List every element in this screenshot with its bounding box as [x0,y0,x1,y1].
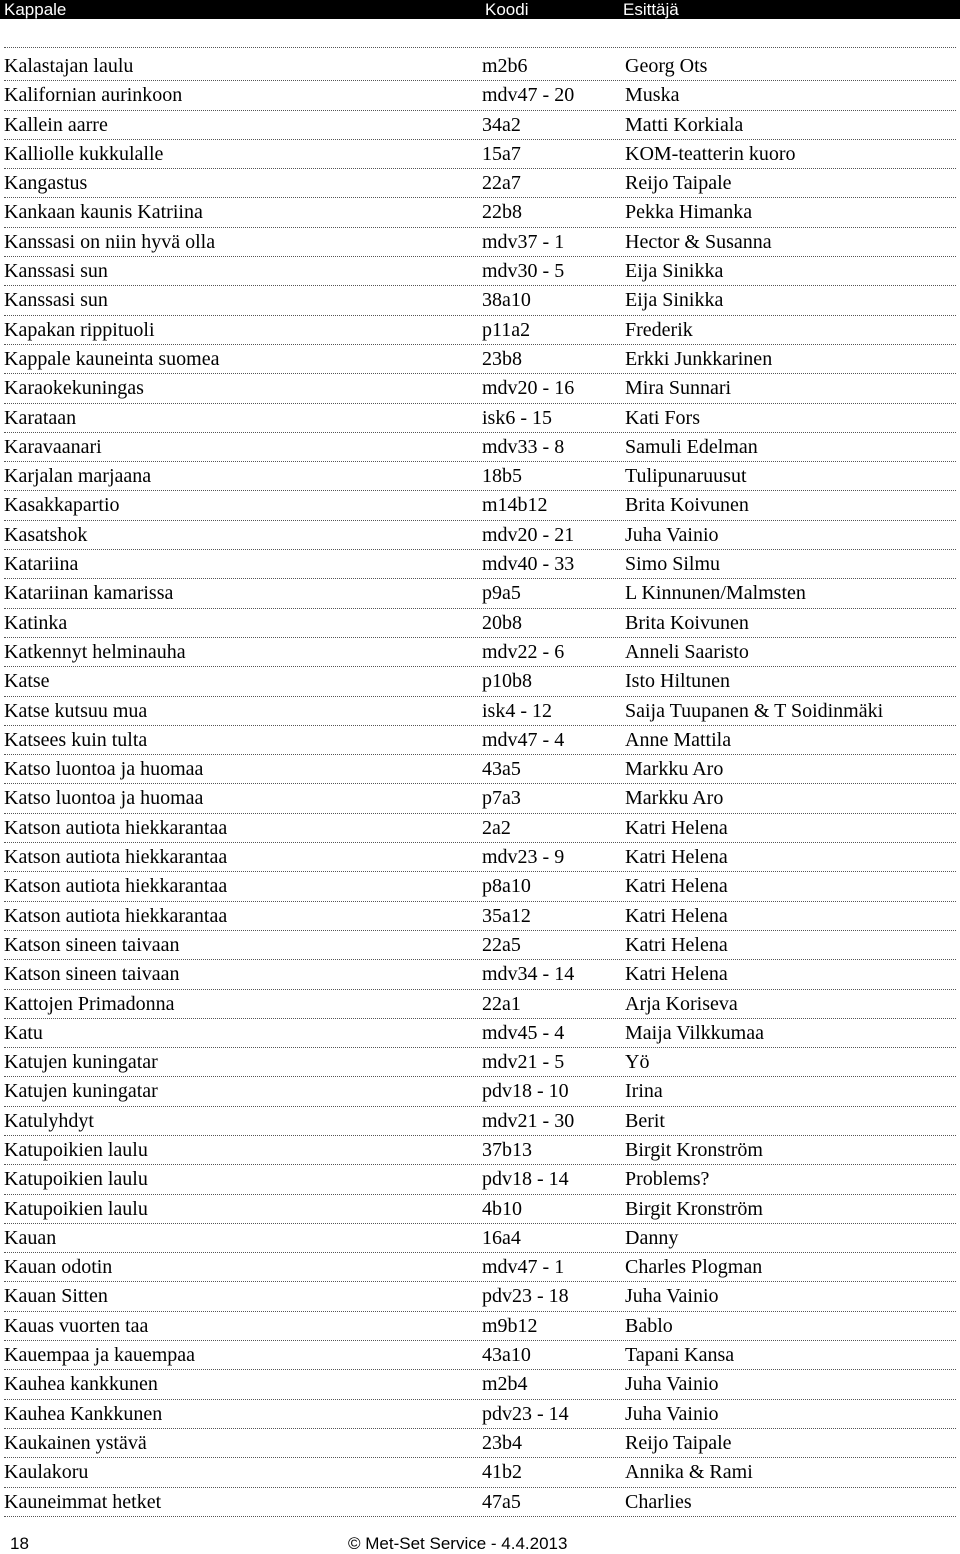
song-list [0,52,960,1517]
song-cell: Katariinan kamarissa [4,582,174,605]
song-cell: Katu [4,1021,43,1044]
artist-cell: Frederik [625,318,693,341]
code-cell: mdv47 - 1 [482,1256,565,1279]
artist-cell: Maija Vilkkumaa [625,1021,764,1044]
code-cell: pdv23 - 14 [482,1402,569,1425]
header-song: Kappale [4,0,67,19]
table-row [4,1224,956,1253]
code-cell: 22a7 [482,172,521,195]
code-cell: mdv21 - 5 [482,1051,565,1074]
song-cell: Katson sineen taivaan [4,963,180,986]
code-cell: 43a5 [482,758,521,781]
code-cell: isk6 - 15 [482,406,552,429]
code-cell: mdv34 - 14 [482,963,575,986]
artist-cell: Katri Helena [625,933,728,956]
artist-cell: Mira Sunnari [625,377,732,400]
song-cell: Kalliolle kukkulalle [4,142,164,165]
song-cell: Katson autiota hiekkarantaa [4,904,228,927]
song-cell: Kauan [4,1226,57,1249]
table-row [4,931,956,960]
song-cell: Karavaanari [4,435,102,458]
table-row [4,52,956,81]
table-row [4,755,956,784]
table-row [4,1019,956,1048]
code-cell: p10b8 [482,670,532,693]
table-row [4,1400,956,1429]
table-row [4,1341,956,1370]
song-cell: Kaukainen ystävä [4,1431,147,1454]
artist-cell: Markku Aro [625,787,724,810]
code-cell: 37b13 [482,1138,532,1161]
artist-cell: Tapani Kansa [625,1344,735,1367]
code-cell: 16a4 [482,1226,521,1249]
table-row [4,316,956,345]
song-cell: Kanssasi sun [4,289,108,312]
table-row [4,462,956,491]
table-row [4,1048,956,1077]
code-cell: pdv23 - 18 [482,1285,569,1308]
song-cell: Karaokekuningas [4,377,144,400]
artist-cell: Juha Vainio [625,1373,719,1396]
table-row [4,111,956,140]
artist-cell: Georg Ots [625,55,708,77]
artist-cell: Katri Helena [625,904,728,927]
song-cell: Karataan [4,406,77,429]
table-row [4,169,956,198]
artist-cell: Brita Koivunen [625,611,749,634]
code-cell: 18b5 [482,465,522,488]
song-cell: Kauhea Kankkunen [4,1402,163,1425]
table-row [4,1107,956,1136]
code-cell: m2b6 [482,55,528,77]
code-cell: mdv40 - 33 [482,553,575,576]
table-row [4,257,956,286]
song-cell: Katse [4,670,50,693]
song-cell: Kappale kauneinta suomea [4,347,220,370]
artist-cell: Juha Vainio [625,1402,719,1425]
code-cell: mdv20 - 16 [482,377,575,400]
code-cell: mdv21 - 30 [482,1109,575,1132]
table-row [4,697,956,726]
code-cell: mdv23 - 9 [482,846,565,869]
table-row [4,433,956,462]
table-row [4,872,956,901]
table-row [4,1488,956,1517]
code-cell: 35a12 [482,904,531,927]
artist-cell: Bablo [625,1314,673,1337]
table-row [4,491,956,520]
artist-cell: Tulipunaruusut [625,465,747,488]
code-cell: 41b2 [482,1461,522,1484]
code-cell: 22a1 [482,992,521,1015]
code-cell: p8a10 [482,875,531,898]
table-row [4,667,956,696]
song-cell: Kattojen Primadonna [4,992,175,1015]
song-cell: Kalastajan laulu [4,55,134,77]
code-cell: pdv18 - 14 [482,1168,569,1191]
song-cell: Kanssasi sun [4,260,108,283]
code-cell: p9a5 [482,582,521,605]
table-row [4,1253,956,1282]
song-cell: Kauhea kankkunen [4,1373,158,1396]
song-cell: Katupoikien laulu [4,1168,148,1191]
artist-cell: Anne Mattila [625,728,732,751]
top-divider [4,47,956,48]
code-cell: p11a2 [482,318,531,341]
song-cell: Kanssasi on niin hyvä olla [4,230,216,253]
song-cell: Katariina [4,553,79,576]
song-cell: Katso luontoa ja huomaa [4,758,204,781]
header-code: Koodi [485,0,529,19]
table-row [4,990,956,1019]
song-cell: Kauan odotin [4,1256,113,1279]
code-cell: p7a3 [482,787,521,810]
song-cell: Kalifornian aurinkoon [4,84,183,107]
table-row [4,784,956,813]
song-cell: Kallein aarre [4,113,108,136]
code-cell: mdv45 - 4 [482,1021,565,1044]
table-row [4,1370,956,1399]
artist-cell: Juha Vainio [625,523,719,546]
table-row [4,550,956,579]
artist-cell: Problems? [625,1168,710,1191]
artist-cell: Annika & Rami [625,1461,753,1484]
song-cell: Kasakkapartio [4,494,120,517]
artist-cell: Danny [625,1226,679,1249]
table-row [4,198,956,227]
code-cell: 47a5 [482,1490,521,1513]
code-cell: 34a2 [482,113,521,136]
artist-cell: Simo Silmu [625,553,721,576]
header-artist: Esittäjä [623,0,679,19]
code-cell: mdv22 - 6 [482,640,565,663]
song-cell: Katinka [4,611,68,634]
table-row [4,345,956,374]
code-cell: mdv33 - 8 [482,435,565,458]
code-cell: m9b12 [482,1314,538,1337]
code-cell: 4b10 [482,1197,522,1220]
table-row [4,521,956,550]
code-cell: pdv18 - 10 [482,1080,569,1103]
code-cell: 23b8 [482,347,522,370]
code-cell: 23b4 [482,1431,522,1454]
code-cell: 22b8 [482,201,522,224]
table-row [4,140,956,169]
table-row [4,814,956,843]
artist-cell: Birgit Kronström [625,1138,763,1161]
code-cell: mdv37 - 1 [482,230,565,253]
table-row [4,228,956,257]
artist-cell: KOM-teatterin kuoro [625,142,796,165]
table-row [4,1282,956,1311]
table-row [4,726,956,755]
artist-cell: Saija Tuupanen & T Soidinmäki [625,699,884,722]
song-cell: Kauneimmat hetket [4,1490,162,1513]
artist-cell: Eija Sinikka [625,289,724,312]
song-cell: Katujen kuningatar [4,1080,158,1103]
artist-cell: Charlies [625,1490,692,1513]
artist-cell: L Kinnunen/Malmsten [625,582,806,605]
artist-cell: Irina [625,1080,663,1103]
table-row [4,638,956,667]
table-row [4,1429,956,1458]
song-cell: Katso luontoa ja huomaa [4,787,204,810]
code-cell: 15a7 [482,142,521,165]
table-row [4,1195,956,1224]
page-number: 18 [10,1534,29,1553]
code-cell: 22a5 [482,933,521,956]
song-cell: Katsees kuin tulta [4,728,148,751]
song-cell: Kankaan kaunis Katriina [4,201,203,224]
artist-cell: Erkki Junkkarinen [625,347,773,370]
song-cell: Kangastus [4,172,88,195]
song-cell: Kaulakoru [4,1461,89,1484]
artist-cell: Katri Helena [625,963,728,986]
copyright-notice: © Met-Set Service - 4.4.2013 [348,1534,568,1553]
song-cell: Katkennyt helminauha [4,640,186,663]
artist-cell: Katri Helena [625,846,728,869]
artist-cell: Hector & Susanna [625,230,772,253]
song-cell: Katson sineen taivaan [4,933,180,956]
table-row [4,404,956,433]
code-cell: 38a10 [482,289,531,312]
page-footer [0,1534,960,1554]
artist-cell: Yö [625,1051,650,1074]
artist-cell: Eija Sinikka [625,260,724,283]
table-row [4,1136,956,1165]
table-row [4,609,956,638]
song-cell: Katulyhdyt [4,1109,94,1132]
table-row [4,1077,956,1106]
column-header-bar [0,0,960,19]
code-cell: 2a2 [482,816,511,839]
song-cell: Katson autiota hiekkarantaa [4,875,228,898]
code-cell: isk4 - 12 [482,699,552,722]
table-row [4,1458,956,1487]
artist-cell: Charles Plogman [625,1256,763,1279]
artist-cell: Brita Koivunen [625,494,749,517]
code-cell: mdv20 - 21 [482,523,575,546]
artist-cell: Pekka Himanka [625,201,753,224]
table-row [4,374,956,403]
code-cell: mdv47 - 20 [482,84,575,107]
artist-cell: Kati Fors [625,406,700,429]
song-cell: Katupoikien laulu [4,1197,148,1220]
artist-cell: Markku Aro [625,758,724,781]
artist-cell: Anneli Saaristo [625,640,749,663]
artist-cell: Juha Vainio [625,1285,719,1308]
code-cell: m14b12 [482,494,548,517]
table-row [4,81,956,110]
artist-cell: Arja Koriseva [625,992,738,1015]
song-cell: Katson autiota hiekkarantaa [4,846,228,869]
song-cell: Katse kutsuu mua [4,699,148,722]
code-cell: m2b4 [482,1373,528,1396]
table-row [4,579,956,608]
table-row [4,960,956,989]
artist-cell: Katri Helena [625,816,728,839]
song-cell: Kapakan rippituoli [4,318,155,341]
table-row [4,843,956,872]
table-row [4,1165,956,1194]
song-cell: Kauan Sitten [4,1285,108,1308]
artist-cell: Matti Korkiala [625,113,744,136]
song-cell: Katson autiota hiekkarantaa [4,816,228,839]
song-cell: Karjalan marjaana [4,465,152,488]
code-cell: mdv47 - 4 [482,728,565,751]
code-cell: 43a10 [482,1344,531,1367]
artist-cell: Birgit Kronström [625,1197,763,1220]
artist-cell: Isto Hiltunen [625,670,730,693]
artist-cell: Reijo Taipale [625,1431,732,1454]
song-cell: Kasatshok [4,523,88,546]
song-cell: Katujen kuningatar [4,1051,158,1074]
artist-cell: Berit [625,1109,665,1132]
song-cell: Katupoikien laulu [4,1138,148,1161]
code-cell: 20b8 [482,611,522,634]
artist-cell: Samuli Edelman [625,435,758,458]
song-cell: Kauas vuorten taa [4,1314,149,1337]
artist-cell: Reijo Taipale [625,172,732,195]
table-row [4,902,956,931]
artist-cell: Katri Helena [625,875,728,898]
song-cell: Kauempaa ja kauempaa [4,1344,196,1367]
table-row [4,1312,956,1341]
artist-cell: Muska [625,84,680,107]
code-cell: mdv30 - 5 [482,260,565,283]
table-row [4,286,956,315]
